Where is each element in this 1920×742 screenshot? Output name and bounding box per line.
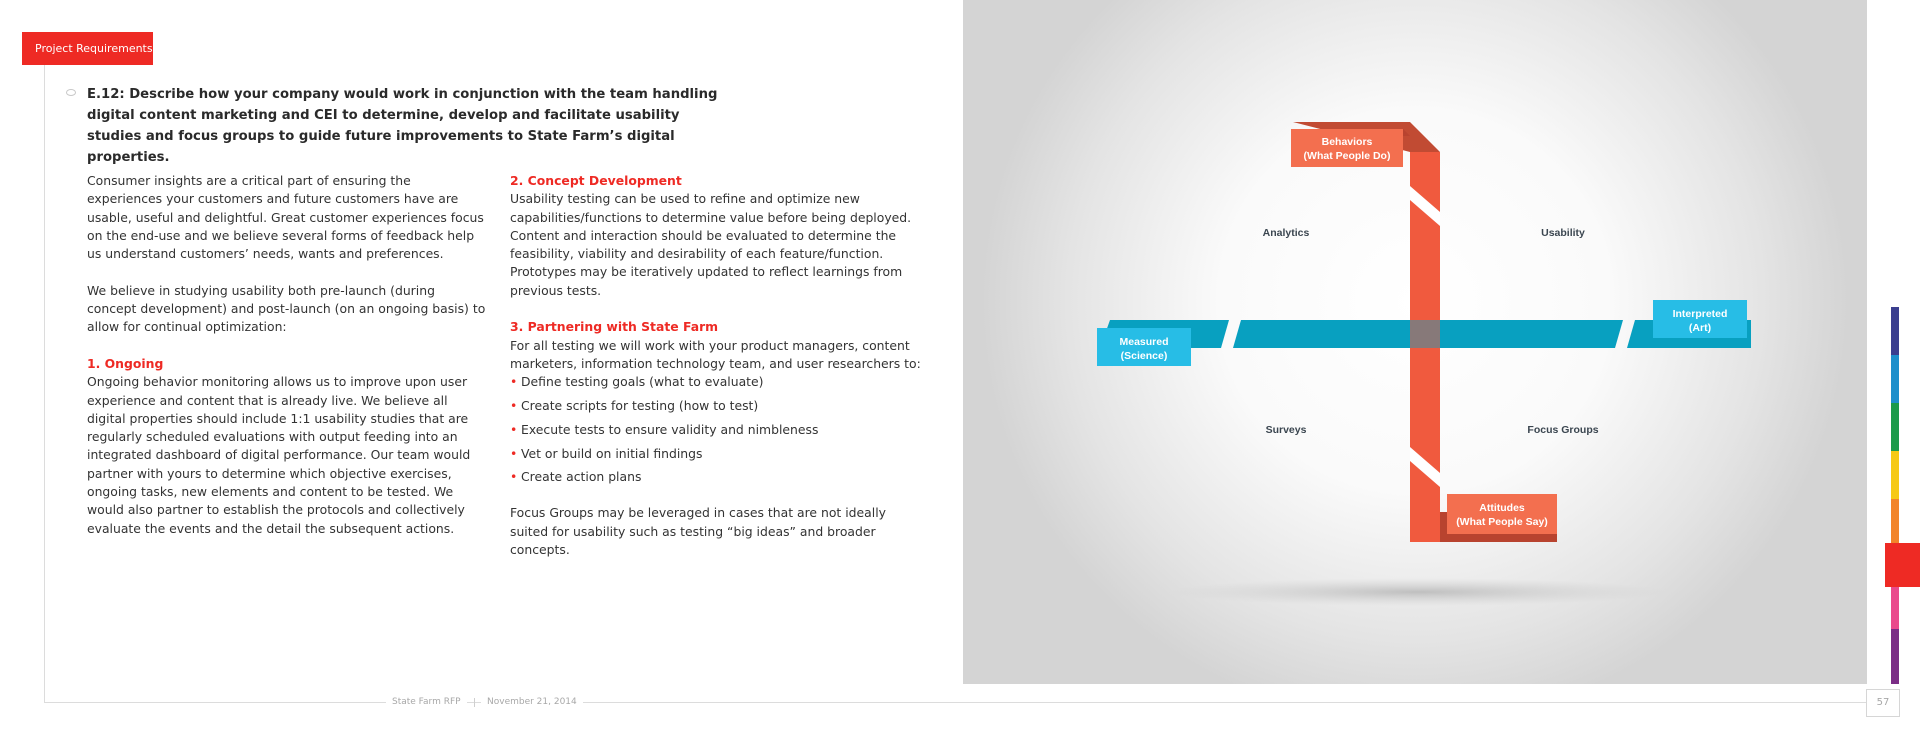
list-item: • Create scripts for testing (how to test) [510, 397, 925, 415]
quadrant-usability: Usability [1541, 227, 1585, 239]
label-interpreted [1653, 300, 1747, 338]
text-column-left [87, 172, 487, 538]
diagram-svg [963, 0, 1867, 684]
footer-date: November 21, 2014 [481, 696, 583, 708]
color-bar-segment [1891, 629, 1899, 684]
quadrant-analytics: Analytics [1262, 227, 1310, 239]
color-bar-segment [1891, 403, 1899, 451]
attitudes-title: Attitudes [1479, 502, 1525, 514]
ground-shadow [1168, 578, 1668, 606]
color-bar-segment [1891, 499, 1899, 543]
section-tag: Project Requirements [22, 32, 153, 65]
text-column-right [510, 172, 925, 559]
intro-paragraph: Consumer insights are a critical part of ensuring the experiences your customers and future customers have are usable, useful and delightful. Great customer experiences focus on the end-use and we believe several forms of feedback help us understand customers’ needs, wants and preferences. [87, 173, 484, 262]
question-heading: E.12: Describe how your company would work in conjunction with the team handling digital content marketing and CEI to determine, develop and facilitate usability studies and focus groups to guide future improvements to State Farm’s digital properties. [87, 87, 718, 165]
list-item: • Define testing goals (what to evaluate) [510, 373, 925, 391]
footer-separator [474, 698, 475, 707]
research-methods-diagram [963, 0, 1867, 684]
label-attitudes [1447, 494, 1557, 534]
quadrant-surveys: Surveys [1265, 424, 1307, 436]
interpreted-title: Interpreted [1672, 308, 1728, 320]
list-item: • Vet or build on initial findings [510, 445, 925, 463]
quadrant-focus-groups: Focus Groups [1527, 424, 1599, 436]
section-ongoing-body: Ongoing behavior monitoring allows us to improve upon user experience and content that is already live. We believe all digital properties should include 1:1 usability studies that are regularly scheduled evaluations with output feeding into an integrated dashboard of digital performance. Our team would partner with yours to determine which objective exercises, ongoing tasks, new elements and content to be tested. We would also partner to establish the protocols and collectively evaluate the events and the detail the subsequent actions. [87, 374, 471, 536]
page-number: 57 [1866, 689, 1900, 717]
section-partnering-body: For all testing we will work with your product managers, content marketers, information technology team, and user researchers to: [510, 337, 921, 371]
closing-paragraph: Focus Groups may be leveraged in cases that are not ideally suited for usability such as testing “big ideas” and broader concepts. [510, 505, 886, 557]
color-bar-segment [1891, 451, 1899, 499]
prelaunch-paragraph: We believe in studying usability both pre-launch (during concept development) and post-launch (on an ongoing basis) to allow for continual optimization: [87, 282, 486, 335]
color-bar-segment [1891, 307, 1899, 355]
footer-brand: State Farm RFP [386, 696, 467, 708]
list-item: • Execute tests to ensure validity and nimbleness [510, 421, 925, 439]
measured-title: Measured [1119, 336, 1169, 348]
section-concept-title: 2. Concept Development [510, 173, 682, 188]
color-bar-segment [1891, 587, 1899, 629]
partnering-list [510, 373, 925, 486]
attitudes-subtitle: (What People Say) [1456, 516, 1548, 528]
behaviors-subtitle: (What People Do) [1303, 150, 1391, 162]
measured-subtitle: (Science) [1120, 350, 1168, 362]
frame-bottom-rule [44, 702, 1870, 703]
list-item: • Create action plans [510, 468, 925, 486]
interpreted-subtitle: (Art) [1688, 322, 1712, 334]
section-ongoing-title: 1. Ongoing [87, 355, 164, 371]
frame-left-rule [44, 65, 45, 703]
label-behaviors [1291, 129, 1410, 167]
ribbon-intersection [1410, 320, 1440, 348]
color-bar-segment [1891, 355, 1899, 403]
color-bar-segment [1885, 543, 1920, 587]
question-bullet-icon [66, 89, 76, 96]
behaviors-title: Behaviors [1321, 136, 1373, 148]
section-concept-body: Usability testing can be used to refine and optimize new capabilities/functions to determine value before being deployed. Content and interaction should be evaluated to determine the feasibility, viability and desirability of each feature/function. Prototypes may be iteratively updated to reflect learnings from previous tests. [510, 191, 912, 298]
section-partnering-title: 3. Partnering with State Farm [510, 319, 719, 335]
label-measured [1097, 328, 1191, 366]
